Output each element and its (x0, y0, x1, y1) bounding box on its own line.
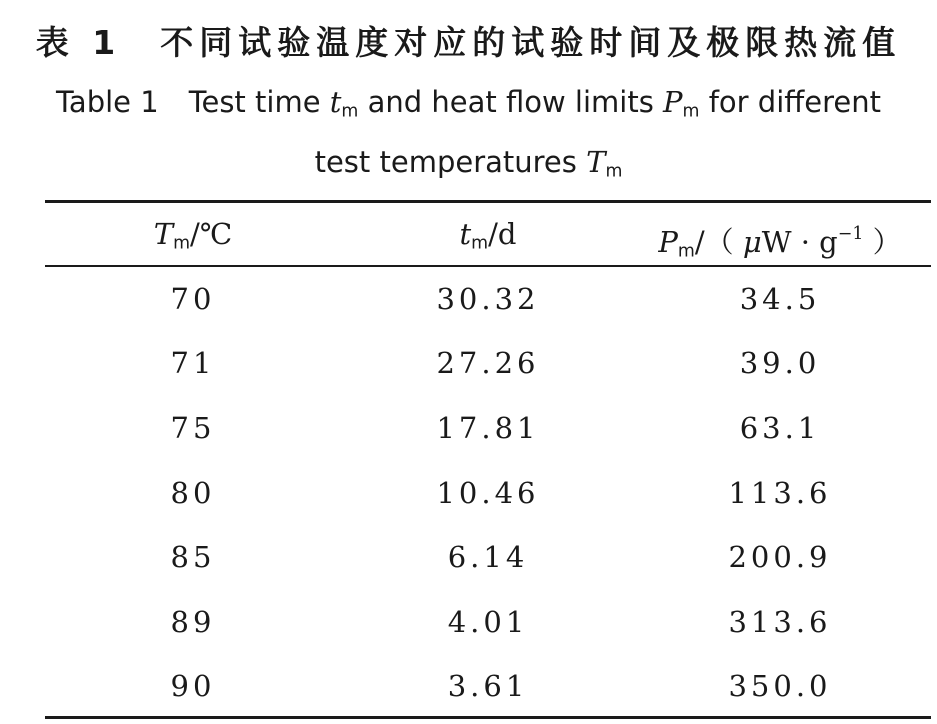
cell-heat-flow: 350.0 (728, 669, 832, 703)
cell-heat-flow: 313.6 (728, 605, 832, 639)
table-bottom-rule (45, 716, 931, 719)
table-row (45, 654, 931, 718)
cell-heat-flow: 113.6 (728, 476, 832, 510)
p-subscript: m (682, 101, 700, 122)
header-heat-unit-close: ） (863, 225, 902, 260)
cell-time: 10.46 (436, 476, 540, 510)
T-subscript: m (605, 161, 623, 182)
p-symbol: P (663, 85, 683, 119)
cell-heat-flow: 34.5 (739, 282, 821, 316)
cell-time: 4.01 (447, 605, 529, 639)
header-heat-unit-body: W · g (761, 225, 838, 260)
table-row (45, 590, 931, 654)
header-temp-symbol: T (153, 217, 174, 251)
cell-temperature: 90 (170, 669, 216, 703)
cell-temperature: 80 (170, 476, 216, 510)
table-row (45, 461, 931, 525)
cell-temperature: 71 (170, 346, 216, 380)
table-number: Table 1 (56, 85, 159, 119)
table-title-chinese: 表 1 不同试验温度对应的试验时间及极限热流值 (35, 23, 902, 62)
table-title-english-line2 (0, 142, 937, 191)
T-symbol: T (586, 145, 606, 179)
table-row (45, 396, 931, 460)
title-text-a: Test time (188, 85, 330, 119)
header-time (388, 202, 588, 266)
t-subscript: m (341, 101, 359, 122)
header-time-symbol: t (459, 217, 472, 251)
cell-temperature: 70 (170, 282, 216, 316)
cell-time: 6.14 (447, 540, 529, 574)
cell-time: 17.81 (436, 411, 540, 445)
title-text-b: and heat flow limits (358, 85, 664, 119)
cell-temperature: 75 (170, 411, 216, 445)
t-symbol: t (329, 85, 342, 119)
cell-temperature: 85 (170, 540, 216, 574)
header-heat-unit-open: /（ (694, 225, 743, 260)
header-heat-flow (645, 202, 915, 266)
table-row (45, 525, 931, 589)
header-temp-sub: m (173, 233, 191, 254)
header-time-sub: m (471, 233, 489, 254)
header-temperature (93, 202, 293, 266)
cell-time: 30.32 (436, 282, 540, 316)
cell-time: 3.61 (447, 669, 529, 703)
title-text-c: for different (699, 85, 881, 119)
table-row (45, 267, 931, 331)
table-title-english-line1 (0, 82, 937, 131)
title-text-line2: test temperatures (314, 145, 587, 179)
header-heat-mu: μ (742, 225, 762, 260)
table-header-row (45, 202, 931, 266)
cell-heat-flow: 63.1 (739, 411, 821, 445)
header-heat-symbol: P (658, 225, 678, 260)
header-temp-unit: /℃ (190, 217, 233, 251)
cell-temperature: 89 (170, 605, 216, 639)
header-heat-exponent: −1 (837, 224, 864, 244)
cell-time: 27.26 (436, 346, 540, 380)
cell-heat-flow: 39.0 (739, 346, 821, 380)
header-heat-sub: m (677, 241, 695, 262)
header-time-unit: /d (488, 217, 517, 251)
cell-heat-flow: 200.9 (728, 540, 832, 574)
table-row (45, 331, 931, 395)
